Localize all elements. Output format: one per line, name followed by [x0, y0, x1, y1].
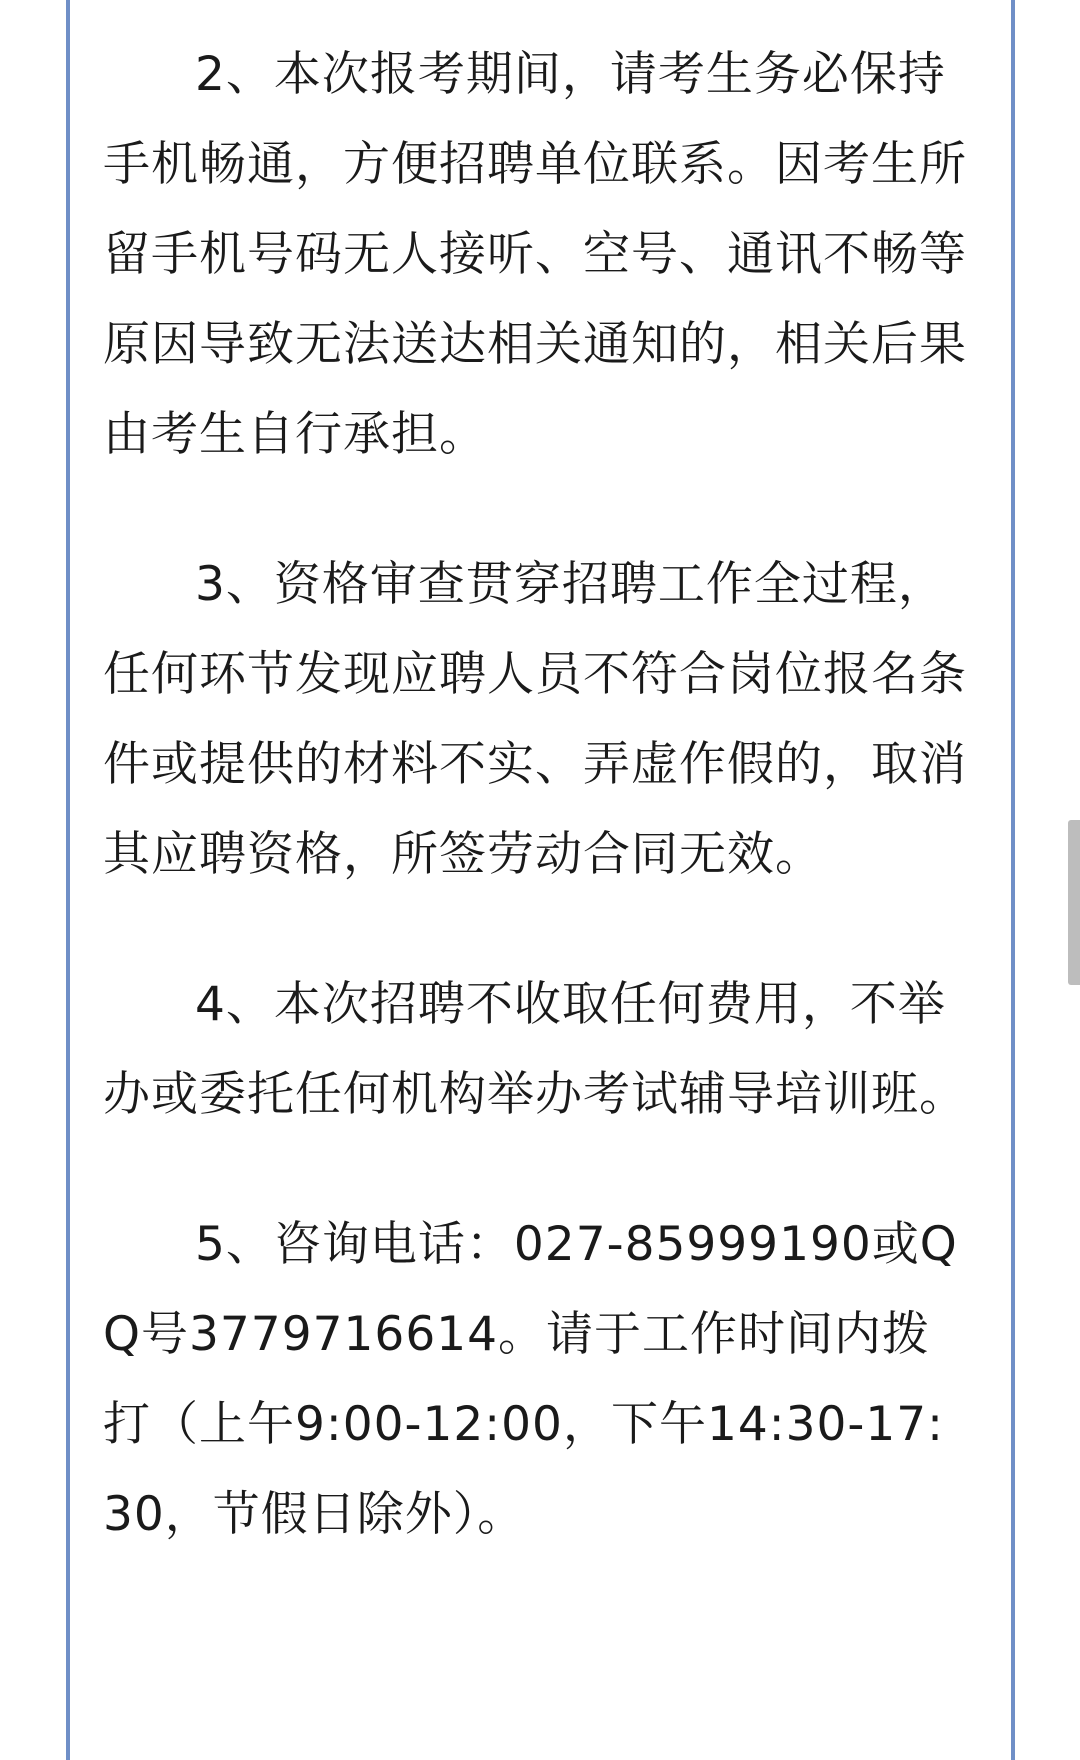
article-content	[103, 30, 973, 1560]
notice-paragraph-4: 4、本次招聘不收取任何费用，不举办或委托任何机构举办考试辅导培训班。	[103, 977, 967, 1122]
frame-border-left	[66, 0, 70, 1760]
scrollbar-thumb[interactable]	[1068, 820, 1080, 985]
notice-paragraph-2: 2、本次报考期间，请考生务必保持手机畅通，方便招聘单位联系。因考生所留手机号码无人接听、空号、通讯不畅等原因导致无法送达相关通知的，相关后果由考生自行承担。	[103, 47, 967, 462]
frame-border-right	[1011, 0, 1015, 1760]
notice-paragraph-3: 3、资格审查贯穿招聘工作全过程，任何环节发现应聘人员不符合岗位报名条件或提供的材料不实、弄虚作假的，取消其应聘资格，所签劳动合同无效。	[103, 557, 967, 882]
notice-paragraph-5: 5、咨询电话：027-85999190或QQ号3779716614。请于工作时间内拨打（上午9:00-12:00，下午14:30-17:30，节假日除外）。	[103, 1217, 958, 1542]
